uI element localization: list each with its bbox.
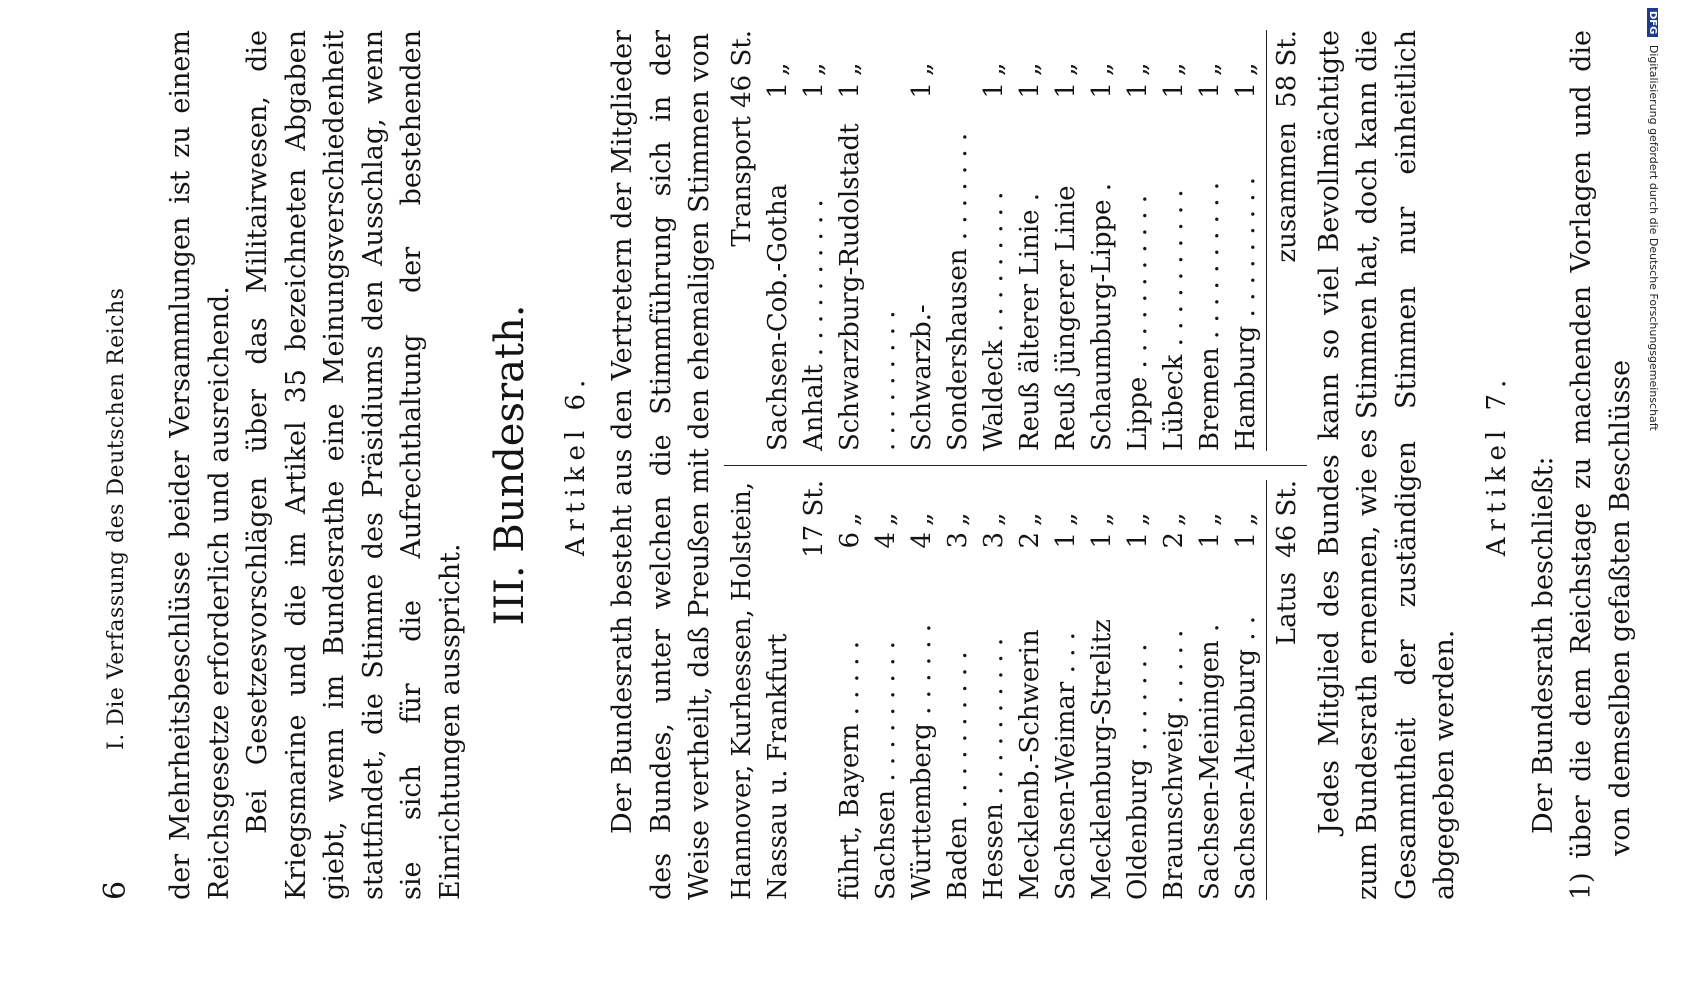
vote-row-state: Sachsen-Altenburg . . <box>1230 615 1261 900</box>
article-6-closing: Jedes Mitglied des Bundes kann so viel Bevollmächtigte zum Bundesrath ernennen, wie es Stimmen hat, doch kann die Gesammtheit der zuständigen Stimmen nur einheitlich abgegeben werden. <box>1313 30 1460 900</box>
vote-row-unit: „ <box>1230 512 1261 526</box>
vote-row-state: Anhalt . . . . . . . . . . <box>798 199 829 451</box>
vote-right-total-value: 58 St. <box>1271 30 1302 108</box>
vote-row-votes: 1 <box>978 82 1009 99</box>
vote-row-unit: „ <box>1014 512 1045 526</box>
article-7-item-1: 1) über die dem Reichstage zu machenden Vorlagen und die von demselben gefaßten Beschlüsse <box>1566 30 1636 900</box>
digitization-credit <box>1640 8 1660 431</box>
vote-row <box>1192 480 1228 900</box>
vote-row-unit: „ <box>1158 62 1189 76</box>
vote-row-votes: 1 <box>1086 532 1117 549</box>
vote-row-votes: 4 <box>870 532 901 549</box>
vote-row-unit: „ <box>1086 62 1117 76</box>
vote-row-state: Hessen . . . . . . . . . . <box>978 637 1009 900</box>
vote-row-state: führt, Bayern . . . . . <box>834 640 865 900</box>
vote-left-rows <box>832 480 1264 900</box>
vote-row-votes: 1 <box>1014 82 1045 99</box>
vote-row-state: Lübeck . . . . . . . . . . <box>1158 189 1189 451</box>
vote-row <box>904 30 976 451</box>
vote-row-votes: 1 <box>906 82 937 99</box>
vote-row-state: Hamburg . . . . . . . . . <box>1230 176 1261 451</box>
vote-distribution-table <box>724 30 1307 900</box>
vote-left-total <box>1266 480 1307 900</box>
vote-row-unit: „ <box>1050 512 1081 526</box>
vote-row <box>940 480 976 900</box>
vote-row-unit: „ <box>942 512 973 526</box>
page-header <box>98 40 138 900</box>
running-title: I. Die Verfassung des Deutschen Reichs <box>104 287 129 750</box>
vote-left-head: Hannover, Kurhessen, Holstein, Nassau u. Frankfurt <box>726 481 793 900</box>
vote-row-state: Bremen . . . . . . . . . . <box>1194 181 1225 451</box>
vote-row-votes: 1 <box>1050 532 1081 549</box>
vote-row-unit: „ <box>1122 512 1153 526</box>
vote-left-total-value: 46 St. <box>1271 480 1302 558</box>
vote-row-state: Waldeck . . . . . . . . . <box>978 191 1009 451</box>
intro-paragraph-2: Bei Gesetzesvorschlägen über das Militairwesen, die Kriegsmarine und die im Artikel 35 bezeichneten Abgaben giebt, wenn im Bundesrathe eine Meinungsverschiedenheit stattfindet, die Stimme des Präsidiums den Ausschlag, wenn sie sich für die Aufrechthaltung der bestehenden Einrichtungen ausspricht. <box>242 30 466 900</box>
vote-row-unit: „ <box>798 62 829 76</box>
vote-row <box>1084 480 1120 900</box>
vote-row-unit: „ <box>978 62 1009 76</box>
vote-row-unit: „ <box>1158 512 1189 526</box>
vote-row-unit: „ <box>834 512 865 526</box>
vote-row-state: Sachsen-Weimar . . . <box>1050 632 1081 900</box>
vote-column-right <box>724 30 1307 465</box>
vote-row-votes: 3 <box>942 532 973 549</box>
dfg-logo-icon: DFG <box>1647 8 1658 37</box>
vote-row-unit: „ <box>978 512 1009 526</box>
vote-row-state: Lippe . . . . . . . . . . . <box>1122 194 1153 451</box>
vote-row-state: Baden . . . . . . . . . . <box>942 651 973 900</box>
vote-row-state: Braunschweig . . . . . <box>1158 629 1189 900</box>
article-7-intro: Der Bundesrath beschließt: <box>1527 456 1559 834</box>
vote-row-unit: „ <box>1086 512 1117 526</box>
vote-right-total-label: zusammen <box>1271 121 1302 263</box>
vote-row <box>760 30 796 451</box>
page-number: 6 <box>98 880 133 900</box>
vote-row <box>832 30 904 451</box>
credit-text: Digitalisierung gefördert durch die Deutsche Forschungsgemeinschaft <box>1647 44 1660 431</box>
rotated-book-page <box>66 0 1636 940</box>
vote-row-state: Sachsen-Meiningen . <box>1194 623 1225 900</box>
vote-row-state: Sachsen . . . . . . . . . <box>870 641 901 900</box>
vote-row <box>1048 30 1084 451</box>
vote-row <box>904 480 940 900</box>
intro-paragraph-1: der Mehrheitsbeschlüsse beider Versammlungen ist zu einem Reichsgesetze erforderlich und ausreichend. <box>165 30 235 900</box>
vote-row-votes: 1 <box>1122 532 1153 549</box>
vote-row-state: Schwarzburg-Rudolstadt . . . . . . . . . <box>834 123 901 451</box>
page-body <box>162 30 1640 900</box>
section-title: III. Bundesrath. <box>487 304 533 626</box>
vote-row-votes: 2 <box>1158 532 1189 549</box>
vote-row <box>868 480 904 900</box>
vote-row-votes: 1 <box>1122 82 1153 99</box>
vote-row-unit: „ <box>1194 62 1225 76</box>
vote-left-head-votes: 17 St. <box>798 480 829 558</box>
vote-right-rows <box>760 30 1264 451</box>
vote-row <box>1228 30 1264 451</box>
vote-row-unit: „ <box>1014 62 1045 76</box>
vote-row-unit: „ <box>870 512 901 526</box>
vote-row-votes: 1 <box>762 82 793 99</box>
vote-row-votes: 1 <box>834 82 865 99</box>
vote-row-unit: „ <box>1050 62 1081 76</box>
vote-row-votes: 1 <box>1158 82 1189 99</box>
vote-row-unit: „ <box>1230 62 1261 76</box>
vote-row-votes: 4 <box>906 532 937 549</box>
vote-row-state: Mecklenb.-Schwerin <box>1014 629 1045 900</box>
vote-row <box>1012 30 1048 451</box>
vote-row <box>1192 30 1228 451</box>
vote-row-votes: 1 <box>1194 532 1225 549</box>
vote-row <box>1156 30 1192 451</box>
vote-left-total-label: Latus <box>1271 571 1302 646</box>
article-6-heading: Artikel 6. <box>561 373 591 557</box>
vote-row <box>1120 30 1156 451</box>
vote-row-unit: „ <box>1122 62 1153 76</box>
vote-row-unit: „ <box>906 62 937 76</box>
vote-row <box>1156 480 1192 900</box>
vote-row-state: Schwarzb.-Sondershausen . . . . . . . <box>906 132 973 451</box>
article-7-list <box>1525 30 1641 900</box>
vote-row-votes: 1 <box>1050 82 1081 99</box>
vote-row-votes: 6 <box>834 532 865 549</box>
article-6-text: Der Bundesrath besteht aus den Vertretern der Mitglieder des Bundes, unter welchen die Stimmführung sich in der Weise vertheilt, daß Preußen mit den ehemaligen Stimmen von <box>607 30 715 900</box>
vote-row <box>1228 480 1264 900</box>
vote-column-left <box>724 465 1307 900</box>
vote-row <box>1048 480 1084 900</box>
vote-row-unit: „ <box>906 512 937 526</box>
vote-row-state: Württemberg . . . . . . <box>906 623 937 900</box>
vote-row-unit: „ <box>834 62 865 76</box>
vote-row-state: Mecklenburg-Strelitz <box>1086 619 1117 900</box>
vote-row-votes: 1 <box>1230 532 1261 549</box>
vote-row-state: Oldenburg . . . . . . . <box>1122 643 1153 900</box>
vote-row <box>1120 480 1156 900</box>
vote-row <box>832 480 868 900</box>
vote-row-state: Sachsen-Cob.-Gotha <box>762 183 793 451</box>
vote-row-votes: 2 <box>1014 532 1045 549</box>
vote-row <box>1012 480 1048 900</box>
vote-row-state: Reuß älterer Linie . <box>1014 192 1045 451</box>
vote-row <box>976 480 1012 900</box>
vote-row <box>976 30 1012 451</box>
vote-row <box>796 30 832 451</box>
vote-right-transport: Transport 46 St. <box>726 30 757 247</box>
vote-row <box>1084 30 1120 451</box>
vote-row-unit: „ <box>762 62 793 76</box>
vote-row-state: Schaumburg-Lippe . <box>1086 182 1117 451</box>
vote-right-total <box>1266 30 1307 451</box>
article-7-heading: Artikel 7. <box>1481 373 1512 557</box>
vote-row-votes: 1 <box>798 82 829 99</box>
vote-row-state: Reuß jüngerer Linie <box>1050 185 1081 451</box>
vote-row-unit: „ <box>1194 512 1225 526</box>
vote-row-votes: 3 <box>978 532 1009 549</box>
vote-row-votes: 1 <box>1086 82 1117 99</box>
vote-row-votes: 1 <box>1194 82 1225 99</box>
vote-row-votes: 1 <box>1230 82 1261 99</box>
